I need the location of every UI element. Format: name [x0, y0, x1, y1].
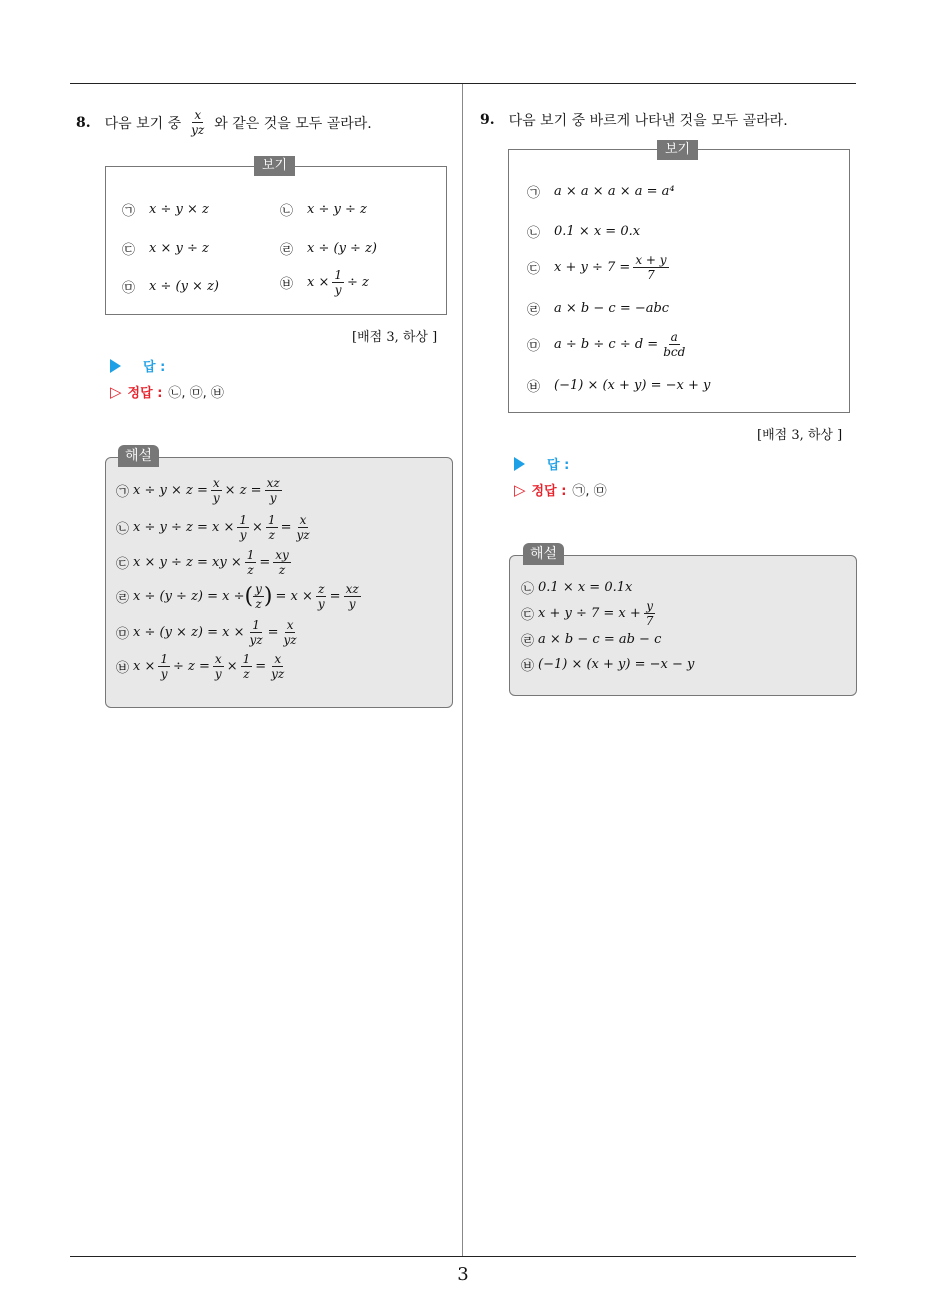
solution-fraction — [316, 582, 327, 611]
solution-line — [521, 578, 632, 597]
denominator: z — [243, 667, 250, 681]
prompt-text: 다음 보기 중 — [104, 115, 182, 132]
option-item — [527, 182, 675, 201]
solution-expr: 0.1 × x = 0.1x — [538, 580, 633, 595]
option-mark: ㉠ — [122, 204, 136, 219]
prompt-text: 다음 보기 중 바르게 나타낸 것을 모두 골라라. — [508, 113, 788, 129]
numerator: 1 — [160, 652, 169, 666]
triangle-outline-icon: ▷ — [110, 382, 122, 401]
numerator: z — [318, 582, 325, 596]
solution-fraction — [241, 652, 253, 681]
solution-expr: = — [255, 659, 267, 674]
solution-expr: (−1) × (x + y) = −x − y — [538, 657, 695, 672]
solution-expr: × — [252, 520, 263, 535]
option-item — [527, 222, 640, 241]
option-fraction — [633, 253, 668, 282]
denominator: yz — [271, 667, 285, 681]
option-expr: x ÷ y ÷ z — [307, 202, 367, 217]
solution-label: 해설 — [523, 543, 564, 565]
numerator: a — [670, 330, 678, 344]
solution-expr: x ÷ y × z = — [133, 483, 208, 498]
numerator: y — [255, 582, 262, 596]
solution-fraction — [213, 652, 224, 681]
denominator: y — [269, 491, 277, 505]
solution-mark: ㉢ — [116, 557, 130, 572]
numerator: xz — [266, 476, 280, 490]
question-8-prompt — [76, 108, 372, 137]
page-number: 3 — [457, 1264, 469, 1285]
solution-expr: = — [259, 555, 271, 570]
option-mark: ㉥ — [527, 380, 541, 395]
solution-line — [116, 513, 315, 542]
solution-fraction — [253, 582, 264, 611]
solution-line — [521, 630, 661, 649]
solution-line — [521, 655, 694, 674]
score-label: [배점 3, 하상 ] — [352, 330, 438, 345]
numerator: 1 — [239, 513, 248, 527]
prompt-text: 와 같은 것을 모두 골라라. — [214, 115, 372, 132]
numerator: y — [646, 599, 653, 613]
option-fraction — [661, 330, 687, 359]
option-expr: (−1) × (x + y) = −x + y — [554, 378, 711, 393]
solution-fraction — [344, 582, 361, 611]
denominator: y — [317, 597, 325, 611]
triangle-outline-icon: ▷ — [514, 480, 526, 499]
option-expr: x ÷ (y ÷ z) — [307, 241, 377, 256]
answer-row — [110, 356, 165, 375]
denominator: y — [239, 528, 247, 542]
option-expr: 0.1 × x = 0.x — [554, 224, 641, 239]
denominator: yz — [296, 528, 310, 542]
correct-label: 정답 : — [127, 386, 163, 401]
answer-label: 답 : — [547, 458, 570, 473]
solution-fraction — [282, 618, 299, 647]
solution-fraction — [245, 548, 257, 577]
solution-mark: ㉥ — [116, 661, 130, 676]
solution-expr: = — [267, 625, 279, 640]
denominator: z — [255, 597, 262, 611]
correct-value: ㉡, ㉤, ㉥ — [168, 386, 224, 401]
solution-fraction — [269, 652, 286, 681]
option-item — [280, 200, 367, 219]
solution-mark: ㉣ — [116, 591, 130, 606]
solution-line — [116, 548, 294, 577]
correct-value: ㉠, ㉤ — [572, 484, 607, 499]
solution-mark: ㉡ — [116, 522, 130, 537]
denominator: bcd — [663, 345, 686, 359]
numerator: x — [286, 618, 294, 632]
option-item — [527, 253, 672, 282]
solution-expr: ÷ z = — [173, 659, 210, 674]
solution-expr: = — [280, 520, 292, 535]
solution-fraction — [644, 599, 656, 628]
score-label: [배점 3, 하상 ] — [757, 428, 843, 443]
solution-fraction — [265, 476, 282, 505]
solution-fraction — [158, 652, 170, 681]
solution-expr: a × b − c = ab − c — [538, 632, 662, 647]
numerator: 1 — [242, 652, 251, 666]
option-item — [527, 299, 669, 318]
solution-expr: x + y ÷ 7 = x + — [538, 606, 641, 621]
numerator: 1 — [246, 548, 255, 562]
option-item — [122, 200, 209, 219]
option-expr: a ÷ b ÷ c ÷ d = — [554, 337, 659, 352]
numerator: x — [214, 652, 222, 666]
left-paren: ( — [244, 584, 254, 609]
option-item — [280, 239, 377, 258]
numerator: x + y — [635, 253, 667, 267]
solution-mark: ㉡ — [521, 582, 535, 597]
option-expr: ÷ z — [347, 275, 369, 290]
option-mark: ㉣ — [527, 303, 541, 318]
solution-fraction — [237, 513, 249, 542]
option-fraction — [332, 268, 344, 297]
numerator: x — [194, 108, 202, 122]
solution-expr: x × — [133, 659, 156, 674]
solution-expr: x ÷ (y ÷ z) = x ÷ — [133, 589, 245, 604]
option-mark: ㉢ — [527, 262, 541, 277]
option-mark: ㉡ — [527, 226, 541, 241]
play-arrow-icon — [110, 359, 121, 373]
option-item — [122, 239, 209, 258]
solution-line — [116, 582, 364, 611]
denominator: yz — [249, 633, 263, 647]
option-mark: ㉢ — [122, 243, 136, 258]
right-paren: ) — [263, 584, 273, 609]
denominator: z — [247, 563, 254, 577]
play-arrow-icon — [514, 457, 525, 471]
numerator: x — [212, 476, 220, 490]
solution-fraction — [294, 513, 311, 542]
solution-fraction — [248, 618, 265, 647]
solution-fraction — [266, 513, 278, 542]
denominator: y — [334, 283, 342, 297]
option-item — [122, 277, 219, 296]
numerator: 1 — [267, 513, 276, 527]
denominator: y — [212, 491, 220, 505]
question-number: 8. — [76, 114, 91, 131]
solution-expr: x ÷ (y × z) = x × — [133, 625, 245, 640]
header-rule — [70, 83, 856, 84]
column-divider — [462, 84, 463, 1257]
answer-row — [514, 454, 569, 473]
option-item — [527, 330, 690, 359]
option-expr: x + y ÷ 7 = — [554, 260, 631, 275]
solution-mark: ㉤ — [116, 627, 130, 642]
solution-mark: ㉣ — [521, 634, 535, 649]
option-mark: ㉠ — [527, 186, 541, 201]
numerator: xz — [345, 582, 359, 596]
solution-expr: x ÷ y ÷ z = x × — [133, 520, 235, 535]
denominator: z — [268, 528, 275, 542]
option-mark: ㉣ — [280, 243, 294, 258]
numerator: 1 — [334, 268, 343, 282]
bogi-label: 보기 — [657, 140, 698, 160]
correct-answer-row — [110, 382, 224, 401]
denominator: yz — [283, 633, 297, 647]
question-number: 9. — [480, 112, 495, 128]
solution-label: 해설 — [118, 445, 159, 467]
option-mark: ㉤ — [122, 281, 136, 296]
option-expr: x × y ÷ z — [149, 241, 209, 256]
solution-line — [116, 652, 289, 681]
numerator: x — [299, 513, 307, 527]
question-9-prompt — [480, 110, 788, 130]
correct-label: 정답 : — [531, 484, 567, 499]
numerator: xy — [275, 548, 289, 562]
solution-expr: = — [329, 589, 341, 604]
option-expr: a × b − c = −abc — [554, 301, 670, 316]
solution-line — [116, 476, 285, 505]
solution-fraction — [211, 476, 222, 505]
denominator: z — [278, 563, 286, 577]
answer-label: 답 : — [143, 360, 166, 375]
option-item — [280, 268, 369, 297]
solution-expr: = x × — [275, 589, 313, 604]
denominator: yz — [191, 123, 205, 137]
solution-line — [521, 599, 658, 628]
denominator: y — [214, 667, 222, 681]
footer-rule — [70, 1256, 856, 1257]
bogi-label: 보기 — [254, 156, 295, 176]
solution-fraction — [273, 548, 291, 577]
prompt-fraction — [189, 108, 206, 137]
solution-mark: ㉢ — [521, 608, 535, 623]
correct-answer-row — [514, 480, 607, 499]
option-expr: x ÷ y × z — [149, 202, 209, 217]
numerator: 1 — [252, 618, 260, 632]
denominator: 7 — [647, 268, 655, 282]
option-expr: a × a × a × a = a⁴ — [554, 184, 675, 199]
option-expr: x × — [307, 275, 330, 290]
solution-expr: × — [226, 659, 238, 674]
solution-mark: ㉥ — [521, 659, 535, 674]
denominator: y — [160, 667, 168, 681]
option-mark: ㉡ — [280, 204, 294, 219]
option-item — [527, 376, 710, 395]
solution-line — [116, 618, 302, 647]
denominator: 7 — [645, 614, 654, 628]
solution-mark: ㉠ — [116, 485, 130, 500]
solution-expr: x × y ÷ z = xy × — [133, 555, 242, 570]
option-mark: ㉥ — [280, 277, 294, 292]
option-mark: ㉤ — [527, 339, 541, 354]
denominator: y — [348, 597, 356, 611]
numerator: x — [274, 652, 282, 666]
option-expr: x ÷ (y × z) — [149, 279, 219, 294]
solution-expr: × z = — [224, 483, 262, 498]
